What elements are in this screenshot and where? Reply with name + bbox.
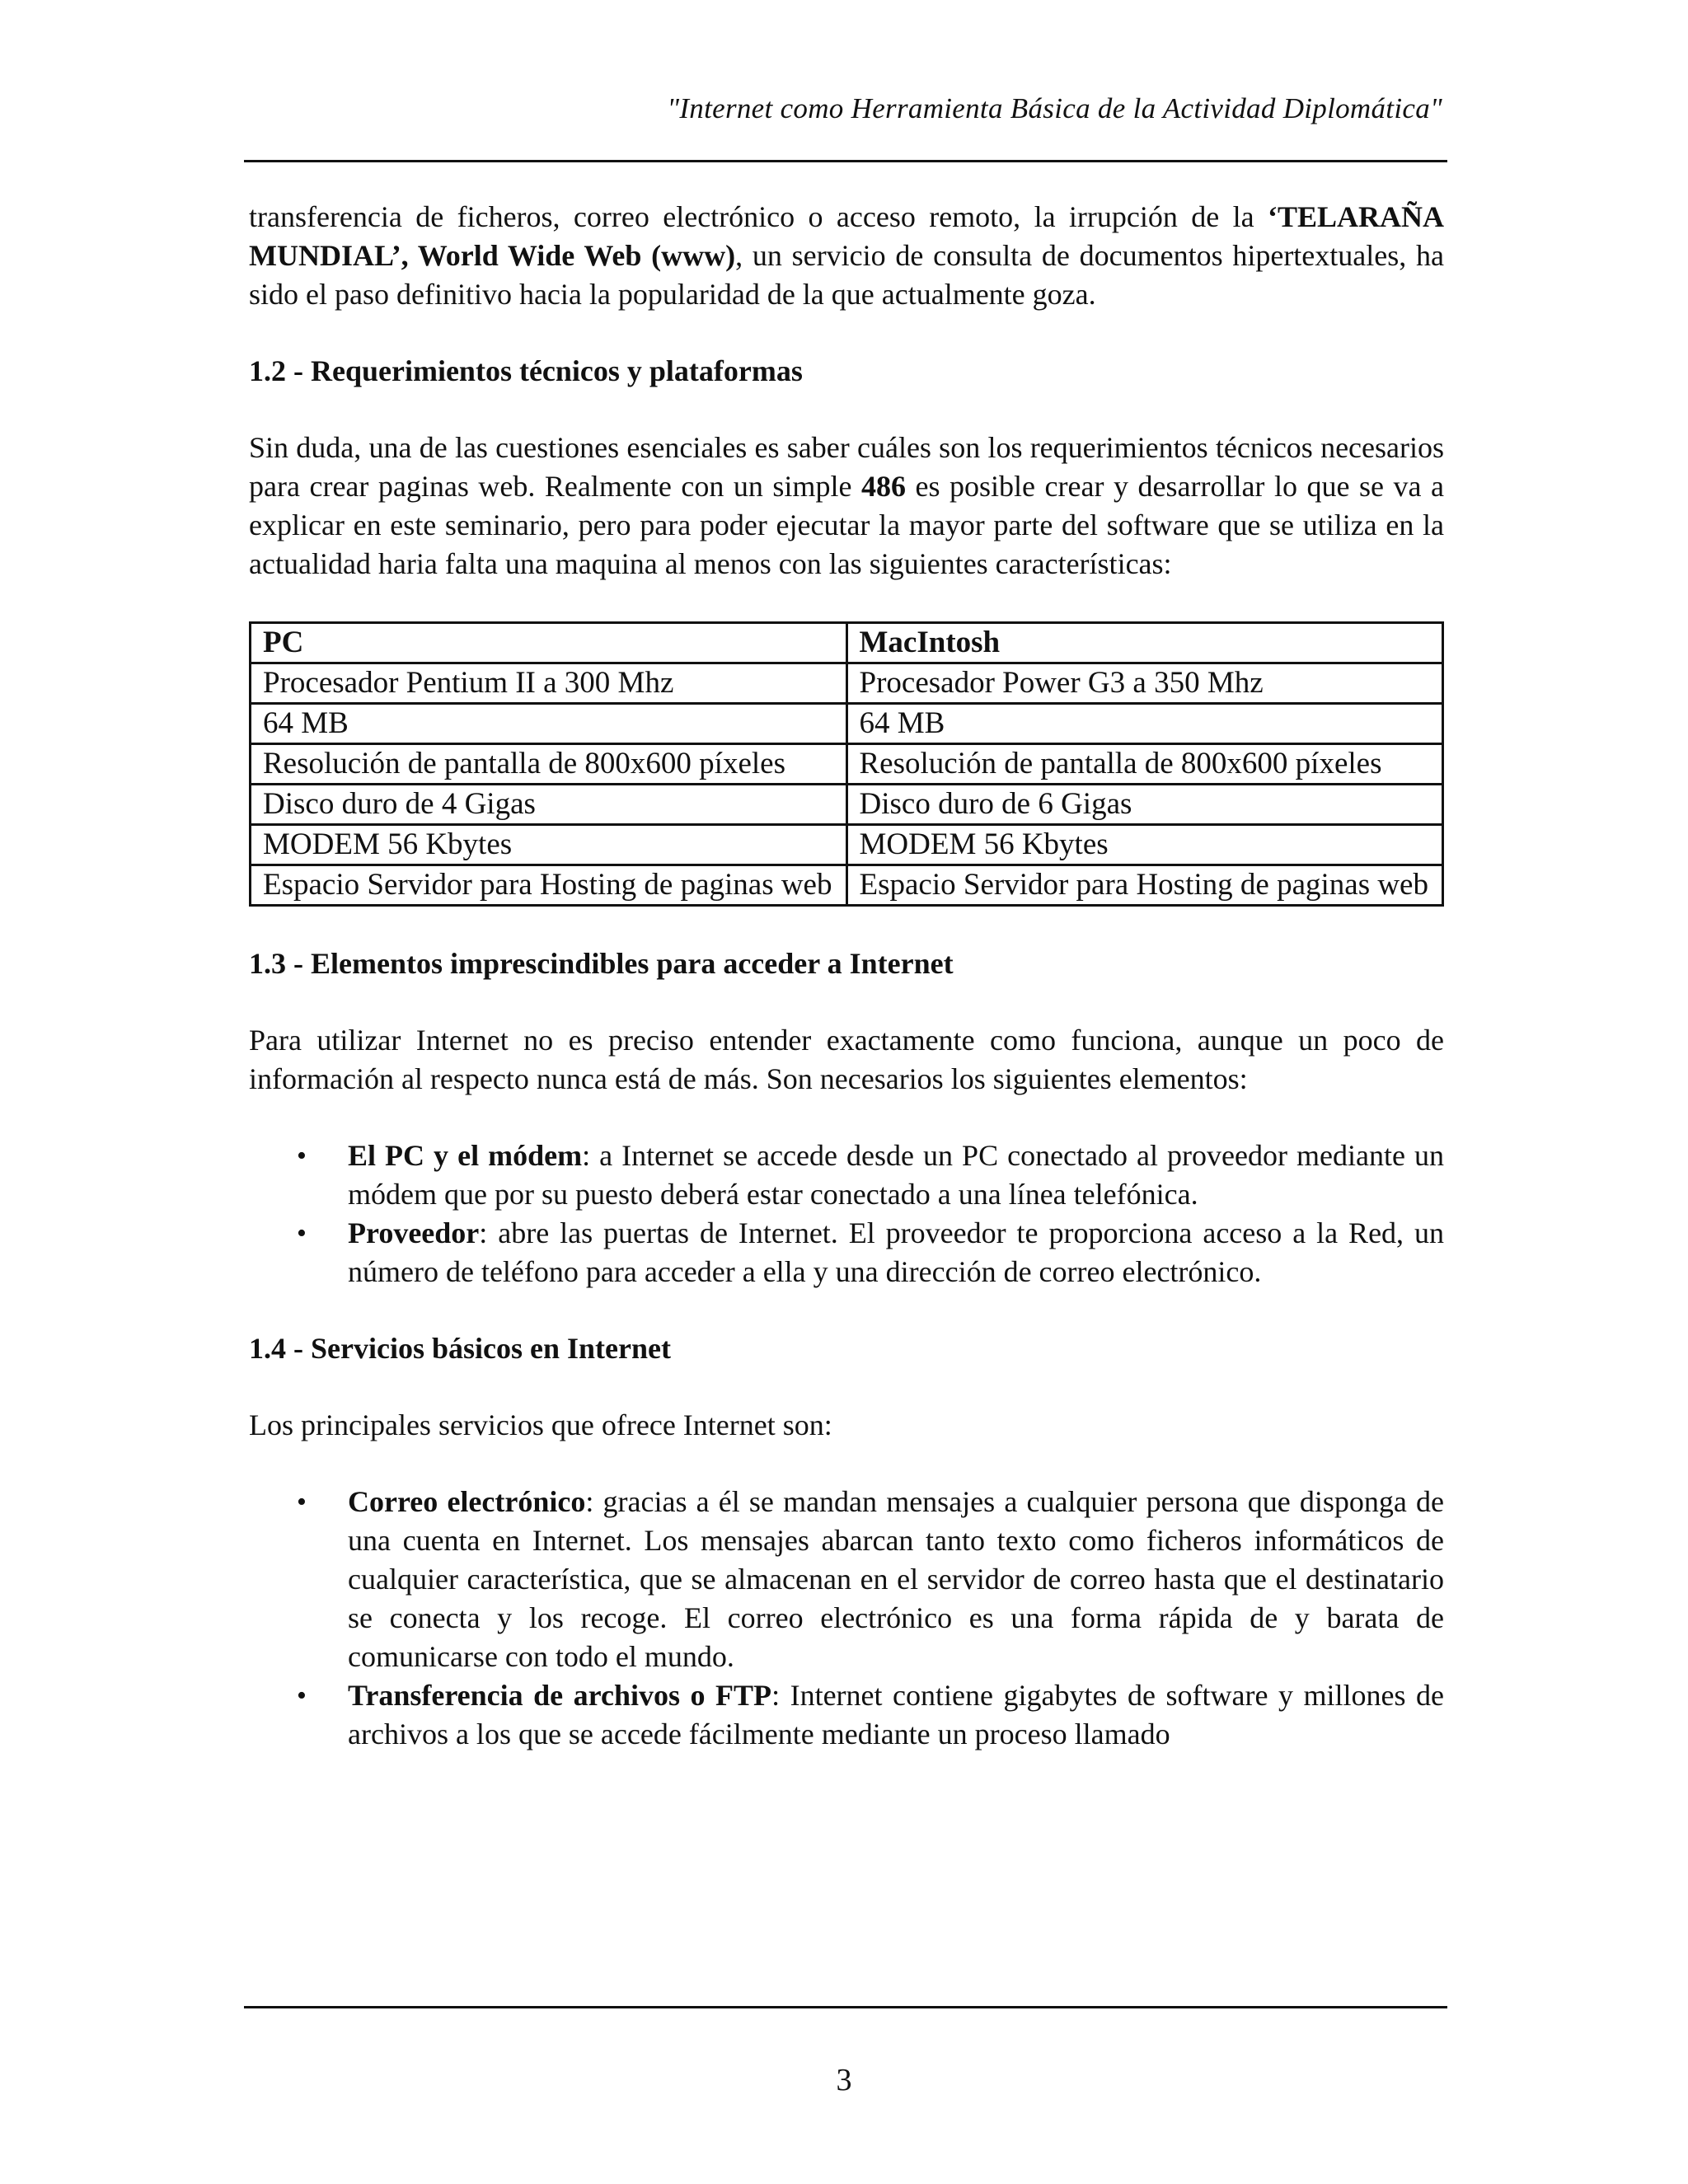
- table-cell: Procesador Power G3 a 350 Mhz: [846, 663, 1443, 704]
- table-cell: 64 MB: [846, 704, 1443, 744]
- table-cell: Resolución de pantalla de 800x600 píxeles: [846, 744, 1443, 785]
- requirements-table: [249, 621, 1444, 907]
- table-cell: Disco duro de 6 Gigas: [846, 785, 1443, 825]
- section-1-4-heading: 1.4 - Servicios básicos en Internet: [249, 1332, 671, 1365]
- section-1-3-list: [249, 1137, 1444, 1291]
- 486-term: 486: [860, 470, 906, 503]
- section-1-3-paragraph: Para utilizar Internet no es preciso entender exactamente como funciona, aunque un poco de información al respecto nunca está de más. Son necesarios los siguientes elementos:: [249, 1024, 1444, 1095]
- section-1-2-paragraph: Sin duda, una de las cuestiones esenciales es saber cuáles son los requerimientos técnicos necesarios para crear paginas web. Realmente con un simple 486 es posible crear y desarrollar lo que se va a explicar en este seminario, pero para poder ejecutar la mayor parte del software que se utiliza en la actualidad haria falta una maquina al menos con las siguientes características:: [249, 431, 1444, 580]
- section-1-4-paragraph: Los principales servicios que ofrece Internet son:: [249, 1408, 832, 1441]
- table-row: [251, 663, 1443, 704]
- section-1-4-list: [249, 1483, 1444, 1754]
- table-header-row: [251, 623, 1443, 663]
- table-row: [251, 744, 1443, 785]
- table-cell: MODEM 56 Kbytes: [251, 825, 847, 865]
- bullet-icon: •: [297, 1141, 307, 1171]
- table-row: [251, 785, 1443, 825]
- table-header-mac: MacIntosh: [846, 623, 1443, 663]
- list-item: • Correo electrónico: gracias a él se mandan mensajes a cualquier persona que disponga de una cuenta en Internet. Los mensajes abarcan tanto texto como ficheros informáticos de cualquier característica, que se almacenan en el servidor de correo hasta que el destinatario se conecta y los recoge. El correo electrónico es una forma rápida de y barata de comunicarse con todo el mundo.: [249, 1483, 1444, 1676]
- table-row: [251, 704, 1443, 744]
- list-item: • Proveedor: abre las puertas de Internet. El proveedor te proporciona acceso a la Red, un número de teléfono para acceder a ella y una dirección de correo electrónico.: [249, 1214, 1444, 1291]
- table-cell: Resolución de pantalla de 800x600 píxeles: [251, 744, 847, 785]
- table-cell: Espacio Servidor para Hosting de paginas web: [251, 865, 847, 906]
- running-header: "Internet como Herramienta Básica de la Actividad Diplomática": [667, 92, 1442, 124]
- bullet-icon: •: [297, 1680, 307, 1711]
- www-term: ‘TELARAÑA MUNDIAL’, World Wide Web (www): [249, 200, 1444, 272]
- table-cell: 64 MB: [251, 704, 847, 744]
- table-cell: MODEM 56 Kbytes: [846, 825, 1443, 865]
- table-header-pc: PC: [251, 623, 847, 663]
- page-body: [249, 198, 1444, 1754]
- footer-rule: [244, 2006, 1447, 2008]
- section-1-2-heading: 1.2 - Requerimientos técnicos y plataformas: [249, 354, 803, 387]
- page-number: 3: [836, 2063, 852, 2097]
- list-item: • Transferencia de archivos o FTP: Internet contiene gigabytes de software y millones de archivos a los que se accede fácilmente mediante un proceso llamado: [249, 1676, 1444, 1754]
- header-rule: [244, 160, 1447, 162]
- table-row: [251, 865, 1443, 906]
- table-cell: Disco duro de 4 Gigas: [251, 785, 847, 825]
- bullet-icon: •: [297, 1487, 307, 1517]
- table-cell: Procesador Pentium II a 300 Mhz: [251, 663, 847, 704]
- section-1-3-heading: 1.3 - Elementos imprescindibles para acceder a Internet: [249, 947, 954, 980]
- table-row: [251, 825, 1443, 865]
- intro-paragraph: transferencia de ficheros, correo electrónico o acceso remoto, la irrupción de la ‘TELARAÑA MUNDIAL’, World Wide Web (www), un servicio de consulta de documentos hipertextuales, ha sido el paso definitivo hacia la popularidad de la que actualmente goza.: [249, 200, 1445, 311]
- table-cell: Espacio Servidor para Hosting de paginas web: [846, 865, 1443, 906]
- list-item: • El PC y el módem: a Internet se accede desde un PC conectado al proveedor mediante un módem que por su puesto deberá estar conectado a una línea telefónica.: [249, 1137, 1444, 1214]
- bullet-icon: •: [297, 1218, 307, 1249]
